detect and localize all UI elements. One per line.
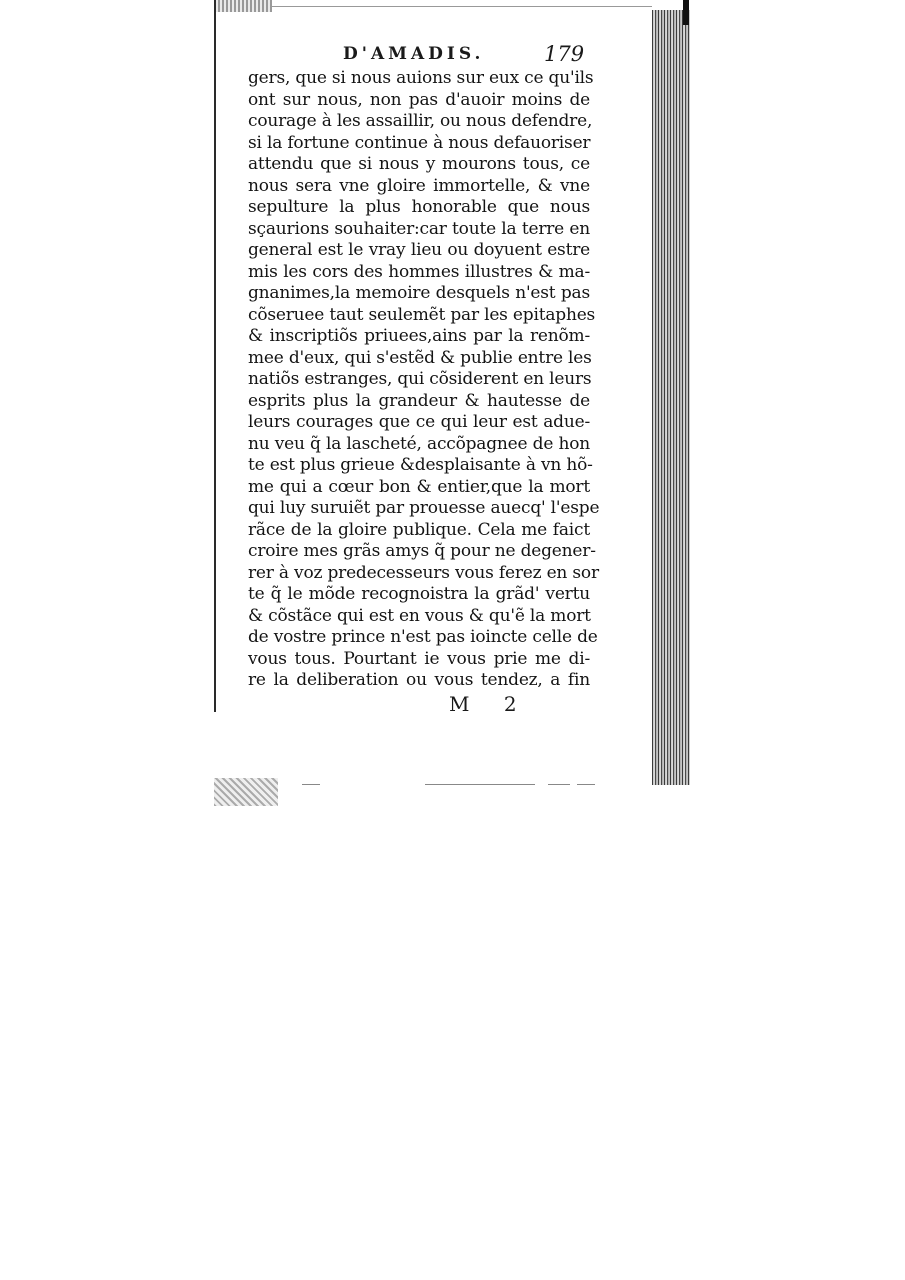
text-line: qui luy suruiẽt par prouesse auecq' l'espe: [248, 498, 600, 518]
text-line: gnanimes,la memoire desquels n'est pas: [248, 283, 590, 303]
text-line: leurs courages que ce qui leur est adue-: [248, 412, 590, 432]
text-line: & inscriptiõs priuees,ains par la renõm-: [248, 326, 590, 346]
text-line: cõseruee taut seulemẽt par les epitaphes: [248, 304, 596, 325]
text-line: re la deliberation ou vous tendez, a fin: [248, 670, 590, 690]
book-fore-edge-shadow: [683, 0, 689, 25]
text-line: natiõs estranges, qui cõsiderent en leurs: [248, 369, 592, 389]
page-left-edge: [214, 0, 216, 712]
text-line: vous tous. Pourtant ie vous prie me di-: [248, 648, 590, 669]
text-line: ont sur nous, non pas d'auoir moins de: [248, 89, 590, 110]
printer-signature-mark: M 2: [449, 692, 531, 716]
scan-dash: [548, 784, 570, 785]
text-line: nous sera vne gloire immortelle, & vne: [248, 175, 590, 196]
book-fore-edge: [652, 10, 690, 785]
text-line: & cõstãce qui est en vous & qu'ẽ la mort: [248, 605, 591, 626]
text-line: general est le vray lieu ou doyuent estre: [248, 240, 590, 260]
scan-noise-top: [214, 0, 272, 12]
text-line: rer à voz predecesseurs vous ferez en sor: [248, 562, 599, 583]
scan-noise-bottom: [214, 778, 278, 806]
text-line: gers, que si nous auions sur eux ce qu'ils: [248, 68, 594, 88]
text-line: croire mes grãs amys q̃ pour ne degener-: [248, 541, 596, 561]
scan-dash: [577, 784, 595, 785]
text-line: me qui a cœur bon & entier,que la mort: [248, 476, 590, 497]
text-line: te est plus grieue &desplaisante à vn hõ-: [248, 455, 593, 475]
text-line: esprits plus la grandeur & hautesse de: [248, 390, 590, 411]
text-line: sçaurions souhaiter:car toute la terre en: [248, 218, 590, 239]
scan-dash: [425, 784, 535, 785]
text-line: nu veu q̃ la lascheté, accõpagnee de hon: [248, 433, 590, 454]
text-line: attendu que si nous y mourons tous, ce: [248, 154, 590, 174]
body-text: [248, 68, 600, 692]
text-line: si la fortune continue à nous defauoriser: [248, 132, 591, 153]
text-line: te q̃ le mõde recognoistra la grãd' vertu: [248, 584, 590, 604]
text-line: mis les cors des hommes illustres & ma-: [248, 261, 590, 282]
page-number: 179: [544, 42, 585, 66]
text-line: rãce de la gloire publique. Cela me faict: [248, 519, 590, 540]
page-top-edge: [272, 6, 652, 7]
running-head: D'AMADIS.: [343, 44, 485, 64]
text-line: courage à les assaillir, ou nous defendre,: [248, 111, 593, 131]
text-line: sepulture la plus honorable que nous: [248, 197, 590, 217]
scan-dash: [302, 784, 320, 785]
text-line: mee d'eux, qui s'estẽd & publie entre les: [248, 347, 592, 368]
text-line: de vostre prince n'est pas ioincte celle de: [248, 627, 598, 647]
